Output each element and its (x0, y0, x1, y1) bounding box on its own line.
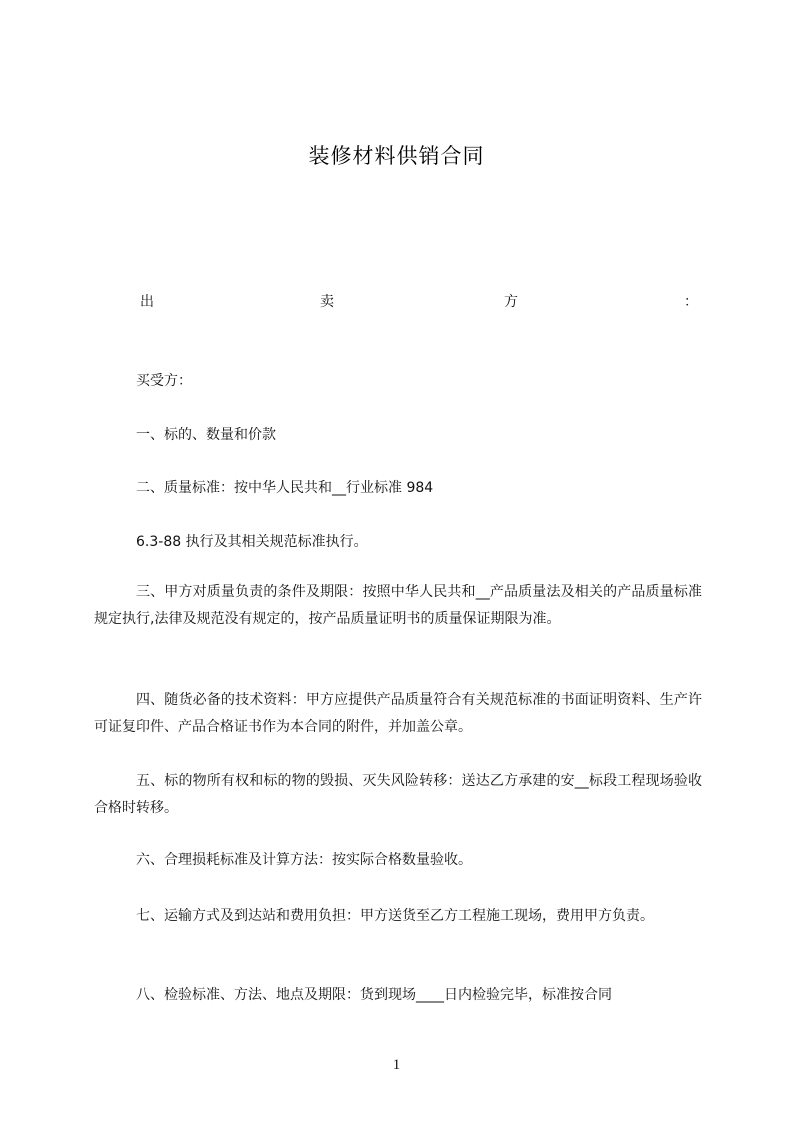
section-7: 七、运输方式及到达站和费用负担：甲方送货至乙方工程施工现场，费用甲方负责。 (136, 908, 654, 924)
section-8: 八、检验标准、方法、地点及期限：货到现场____日内检验完毕，标准按合同 (136, 987, 612, 1003)
buyer-label: 买受方： (136, 373, 192, 389)
page-number: 1 (392, 1057, 401, 1073)
seller-char-2: 卖 (320, 294, 334, 310)
document-title: 装修材料供销合同 (308, 144, 485, 168)
section-3: 三、甲方对质量负责的条件及期限：按照中华人民共和__产品质量法及相关的产品质量标准规定执行,法律及规范没有规定的，按产品质量证明书的质量保证期限为准。 (94, 584, 702, 627)
section-4: 四、随货必备的技术资料：甲方应提供产品质量符合有关规范标准的书面证明资料、生产许可证复印件、产品合格证书作为本合同的附件，并加盖公章。 (94, 692, 702, 735)
section-1: 一、标的、数量和价款 (136, 427, 276, 443)
section-2: 二、质量标准：按中华人民共和__行业标准 984 (136, 480, 434, 496)
section-2-continued: 6.3-88 执行及其相关规范标准执行。 (136, 534, 368, 550)
seller-colon: ： (684, 294, 698, 310)
seller-char-3: 方 (504, 294, 518, 310)
section-6: 六、合理损耗标准及计算方法：按实际合格数量验收。 (136, 852, 472, 868)
seller-char-1: 出 (140, 294, 154, 310)
seller-line (138, 290, 698, 314)
section-5: 五、标的物所有权和标的物的毁损、灭失风险转移：送达乙方承建的安__标段工程现场验收合格时转移。 (94, 773, 702, 816)
